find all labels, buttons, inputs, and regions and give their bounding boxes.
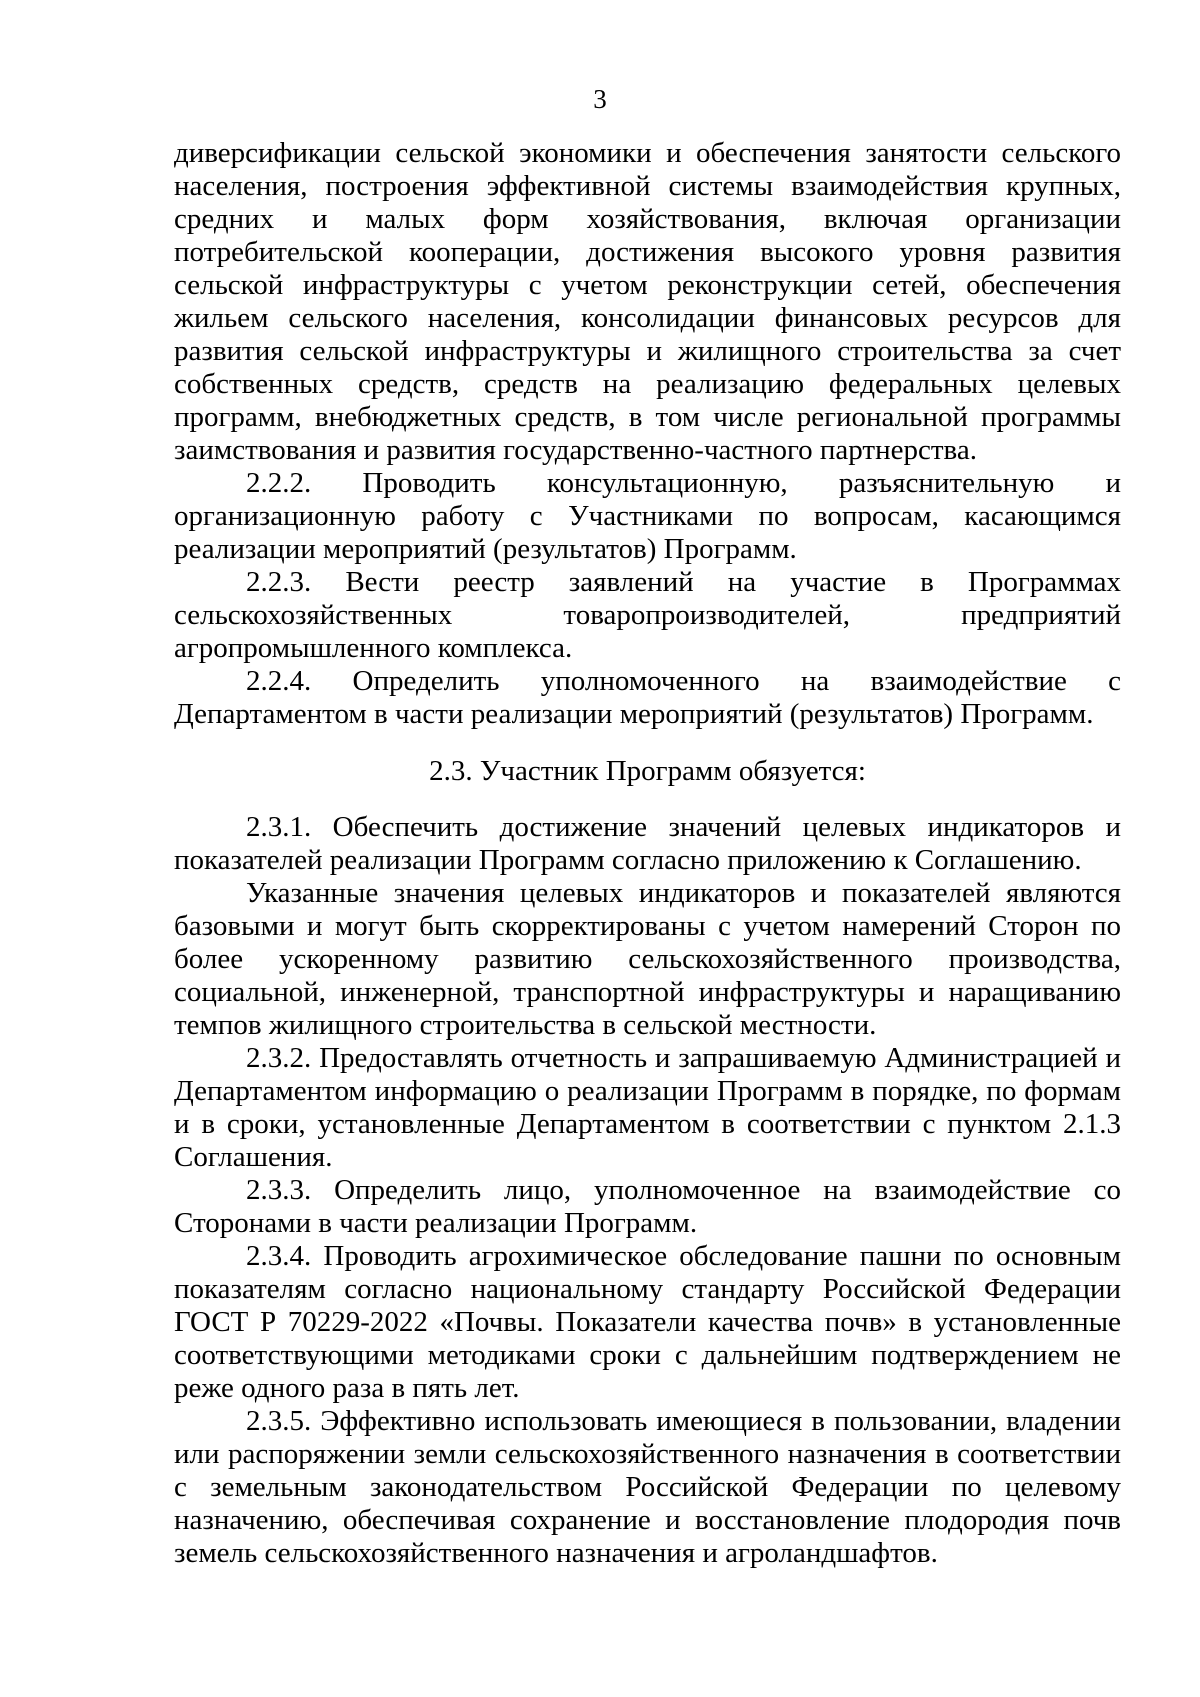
- page-number: 3: [593, 84, 607, 114]
- paragraph-2-2-3: 2.2.3. Вести реестр заявлений на участие в Программах сельскохозяйственных товаропроизводителей, предприятий агропромышленного комплекса.: [174, 566, 1121, 664]
- document-body: [174, 137, 1121, 1570]
- section-heading-2-3: 2.3. Участник Программ обязуется:: [429, 755, 866, 787]
- paragraph-2-3-2: 2.3.2. Предоставлять отчетность и запрашиваемую Администрацией и Департаментом информацию о реализации Программ в порядке, по формам и в сроки, установленные Департаментом в соответствии с пунктом 2.1.3 Соглашения.: [174, 1042, 1121, 1173]
- paragraph-2-3-3: 2.3.3. Определить лицо, уполномоченное на взаимодействие со Сторонами в части реализации Программ.: [174, 1174, 1121, 1239]
- paragraph-2-3-4: 2.3.4. Проводить агрохимическое обследование пашни по основным показателям согласно национальному стандарту Российской Федерации ГОСТ Р 70229-2022 «Почвы. Показатели качества почв» в установленные соответствующими методиками сроки с дальнейшим подтверждением не реже одного раза в пять лет.: [174, 1240, 1121, 1404]
- paragraph-continuation: диверсификации сельской экономики и обеспечения занятости сельского населения, построения эффективной системы взаимодействия крупных, средних и малых форм хозяйствования, включая организации потребительской кооперации, достижения высокого уровня развития сельской инфраструктуры с учетом реконструкции сетей, обеспечения жильем сельского населения, консолидации финансовых ресурсов для развития сельской инфраструктуры и жилищного строительства за счет собственных средств, средств на реализацию федеральных целевых программ, внебюджетных средств, в том числе региональной программы заимствования и развития государственно-частного партнерства.: [174, 137, 1121, 466]
- paragraph-2-3-1: 2.3.1. Обеспечить достижение значений целевых индикаторов и показателей реализации Программ согласно приложению к Соглашению.: [174, 811, 1121, 876]
- paragraph-2-2-2: 2.2.2. Проводить консультационную, разъяснительную и организационную работу с Участниками по вопросам, касающимся реализации мероприятий (результатов) Программ.: [174, 467, 1121, 565]
- paragraph-2-3-5: 2.3.5. Эффективно использовать имеющиеся в пользовании, владении или распоряжении земли сельскохозяйственного назначения в соответствии с земельным законодательством Российской Федерации по целевому назначению, обеспечивая сохранение и восстановление плодородия почв земель сельскохозяйственного назначения и агроландшафтов.: [174, 1405, 1121, 1569]
- paragraph-2-2-4: 2.2.4. Определить уполномоченного на взаимодействие с Департаментом в части реализации мероприятий (результатов) Программ.: [174, 665, 1121, 730]
- paragraph-indicators-note: Указанные значения целевых индикаторов и показателей являются базовыми и могут быть скорректированы с учетом намерений Сторон по более ускоренному развитию сельскохозяйственного производства, социальной, инженерной, транспортной инфраструктуры и наращиванию темпов жилищного строительства в сельской местности.: [174, 877, 1121, 1041]
